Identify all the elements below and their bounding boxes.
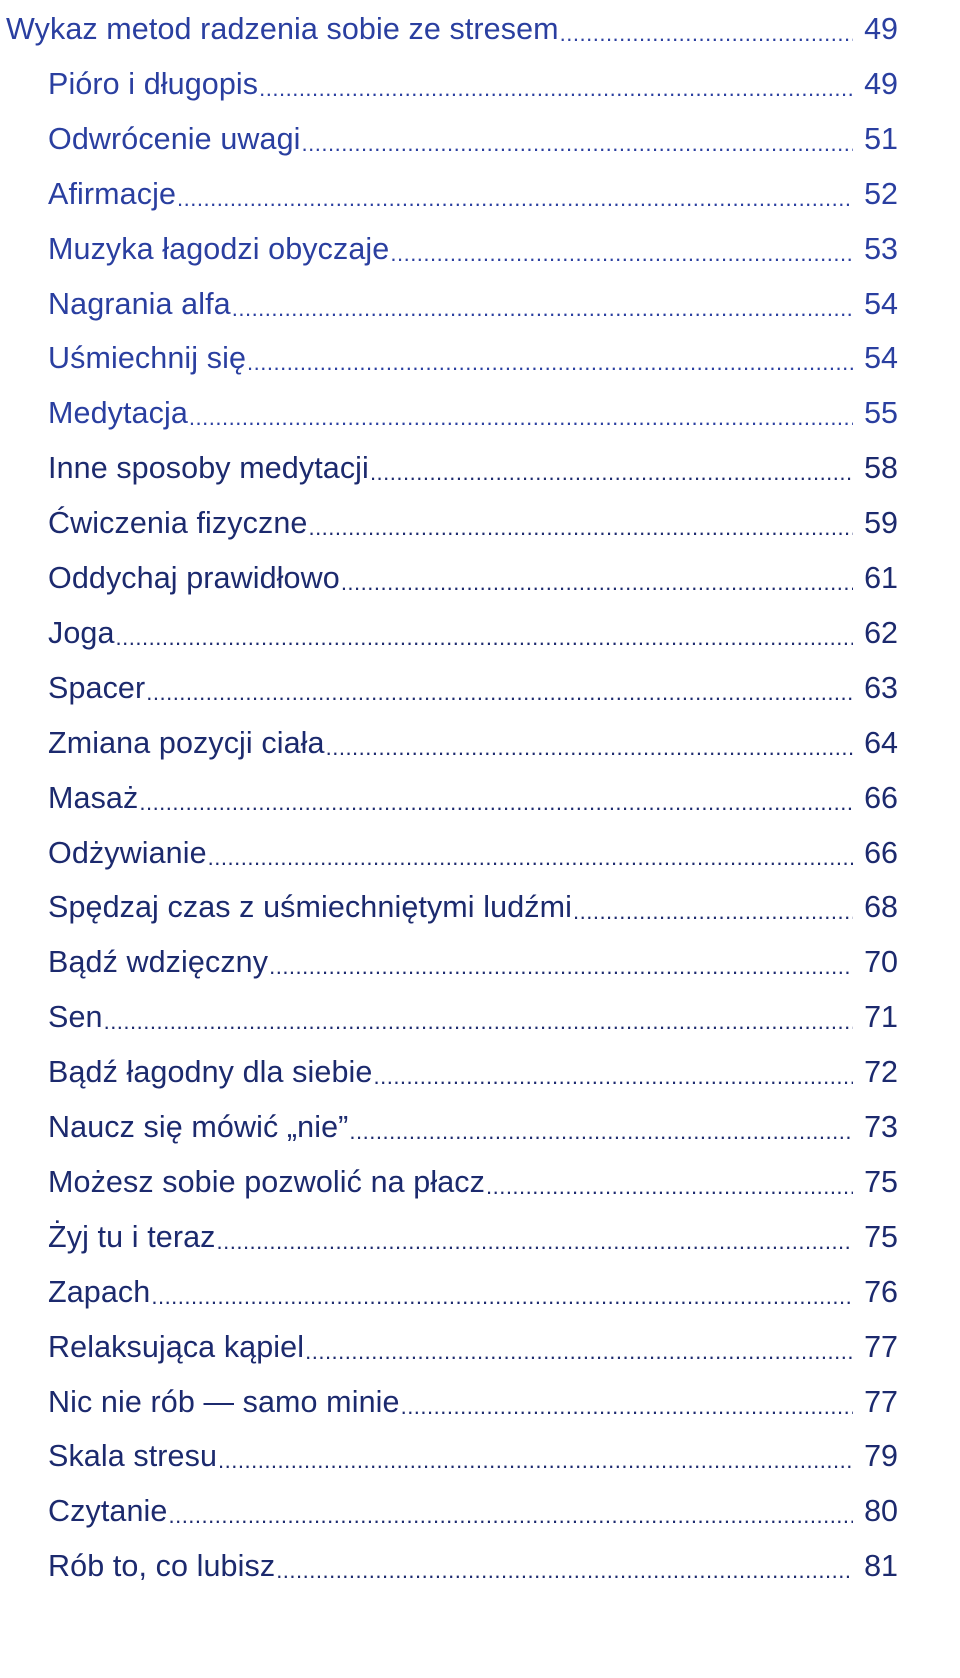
toc-dot-leader — [573, 902, 853, 922]
toc-dot-leader — [276, 1561, 853, 1581]
toc-entry[interactable] — [0, 329, 960, 387]
toc-entry-page-number: 70 — [864, 945, 898, 980]
toc-dot-leader — [189, 408, 853, 428]
toc-entry[interactable] — [0, 55, 960, 113]
toc-entry-page-number: 49 — [864, 66, 898, 101]
toc-dot-leader — [486, 1177, 853, 1197]
toc-entry-page-number: 54 — [864, 286, 898, 321]
toc-entry-label: Masaż — [48, 780, 139, 815]
toc-entry[interactable] — [0, 1263, 960, 1321]
toc-dot-leader — [308, 518, 853, 538]
toc-entry-label: Zapach — [48, 1274, 151, 1309]
toc-entry[interactable] — [0, 769, 960, 827]
toc-entry-label: Nagrania alfa — [48, 286, 231, 321]
toc-entry-label: Zmiana pozycji ciała — [48, 725, 325, 760]
toc-entry-page-number: 68 — [864, 890, 898, 925]
toc-dot-leader — [217, 1232, 854, 1252]
toc-entry-page-number: 80 — [864, 1494, 898, 1529]
toc-entry-page-number: 73 — [864, 1110, 898, 1144]
toc-entry[interactable] — [0, 494, 960, 552]
toc-dot-leader — [560, 24, 853, 44]
toc-dot-leader — [326, 738, 853, 758]
toc-entry-page-number: 79 — [864, 1439, 898, 1474]
toc-entry-page-number: 72 — [864, 1055, 898, 1090]
toc-entry-label: Oddychaj prawidłowo — [48, 561, 340, 595]
toc-dot-leader — [390, 244, 853, 264]
toc-entry[interactable] — [0, 714, 960, 772]
toc-entry[interactable] — [0, 933, 960, 991]
toc-dot-leader — [104, 1012, 853, 1032]
toc-entry-label: Nic nie rób — samo minie — [48, 1384, 400, 1419]
toc-dot-leader — [259, 79, 853, 99]
toc-entry[interactable] — [0, 220, 960, 278]
toc-entry[interactable] — [0, 1098, 960, 1156]
toc-entry[interactable] — [0, 1208, 960, 1266]
toc-dot-leader — [269, 957, 853, 977]
toc-entry-label: Pióro i długopis — [48, 66, 259, 101]
toc-entry-page-number: 55 — [864, 396, 898, 431]
toc-dot-leader — [370, 463, 853, 483]
toc-entry[interactable] — [0, 1153, 960, 1211]
toc-entry-page-number: 81 — [864, 1549, 898, 1584]
toc-entry[interactable] — [0, 1318, 960, 1376]
toc-entry[interactable] — [0, 1373, 960, 1431]
toc-entry-label: Odżywianie — [48, 835, 207, 870]
toc-entry[interactable] — [0, 549, 960, 607]
toc-entry-page-number: 77 — [864, 1384, 898, 1419]
toc-entry-label: Muzyka łagodzi obyczaje — [48, 231, 390, 266]
toc-entry-label: Uśmiechnij się — [48, 341, 247, 376]
toc-entry[interactable] — [0, 0, 960, 58]
toc-entry-label: Bądź wdzięczny — [48, 945, 269, 980]
toc-entry[interactable] — [0, 824, 960, 882]
toc-entry-page-number: 76 — [864, 1274, 898, 1309]
toc-entry-label: Spacer — [48, 670, 146, 705]
toc-entry-page-number: 75 — [864, 1164, 898, 1199]
toc-entry-label: Inne sposoby medytacji — [48, 451, 369, 486]
toc-entry[interactable] — [0, 659, 960, 717]
toc-entry-page-number: 61 — [864, 561, 898, 595]
toc-entry-page-number: 59 — [864, 506, 898, 541]
toc-entry[interactable] — [0, 1043, 960, 1101]
toc-entry-page-number: 63 — [864, 670, 898, 705]
toc-entry-page-number: 51 — [864, 121, 898, 156]
toc-entry-label: Afirmacje — [48, 176, 177, 211]
toc-entry-label: Bądź łagodny dla siebie — [48, 1055, 373, 1090]
toc-dot-leader — [146, 683, 853, 703]
toc-dot-leader — [139, 793, 853, 813]
toc-entry[interactable] — [0, 988, 960, 1046]
toc-dot-leader — [232, 299, 853, 319]
toc-entry-page-number: 49 — [864, 12, 898, 46]
toc-entry-label: Rób to, co lubisz — [48, 1549, 276, 1584]
toc-entry-page-number: 64 — [864, 725, 898, 760]
toc-entry-page-number: 71 — [864, 1000, 898, 1035]
toc-entry-label: Sen — [48, 1000, 103, 1035]
toc-entry-label: Medytacja — [48, 396, 188, 431]
toc-entry-label: Joga — [48, 615, 115, 650]
toc-entry[interactable] — [0, 110, 960, 168]
toc-entry[interactable] — [0, 604, 960, 662]
toc-entry-label: Spędzaj czas z uśmiechniętymi ludźmi — [48, 890, 572, 925]
toc-dot-leader — [373, 1067, 853, 1087]
toc-entry-page-number: 77 — [864, 1329, 898, 1364]
toc-dot-leader — [341, 573, 853, 593]
toc-dot-leader — [151, 1287, 853, 1307]
toc-dot-leader — [208, 848, 853, 868]
toc-entry[interactable] — [0, 878, 960, 936]
toc-entry[interactable] — [0, 1482, 960, 1540]
toc-dot-leader — [168, 1506, 853, 1526]
toc-entry-label: Odwrócenie uwagi — [48, 121, 301, 156]
toc-entry[interactable] — [0, 275, 960, 333]
toc-entry-page-number: 62 — [864, 615, 898, 650]
toc-entry-page-number: 53 — [864, 231, 898, 266]
toc-entry[interactable] — [0, 1537, 960, 1595]
toc-dot-leader — [349, 1122, 853, 1142]
toc-entry-label: Czytanie — [48, 1494, 168, 1529]
toc-entry-page-number: 54 — [864, 341, 898, 376]
toc-entry-page-number: 58 — [864, 451, 898, 486]
toc-dot-leader — [401, 1397, 853, 1417]
toc-dot-leader — [218, 1451, 853, 1471]
toc-entry-page-number: 52 — [864, 176, 898, 211]
toc-dot-leader — [177, 189, 853, 209]
toc-entry-label: Relaksująca kąpiel — [48, 1329, 305, 1364]
toc-entry-page-number: 66 — [864, 835, 898, 870]
toc-entry-page-number: 66 — [864, 780, 898, 815]
toc-entry-label: Wykaz metod radzenia sobie ze stresem — [6, 12, 559, 46]
toc-dot-leader — [302, 134, 853, 154]
toc-dot-leader — [247, 353, 853, 373]
toc-entry-label: Żyj tu i teraz — [48, 1219, 216, 1254]
toc-entry-label: Możesz sobie pozwolić na płacz — [48, 1164, 485, 1199]
toc-entry[interactable] — [0, 384, 960, 442]
toc-entry-label: Ćwiczenia fizyczne — [48, 506, 308, 541]
toc-dot-leader — [305, 1342, 853, 1362]
toc-entry-page-number: 75 — [864, 1219, 898, 1254]
toc-entry-label: Naucz się mówić „nie” — [48, 1110, 349, 1144]
toc-entry[interactable] — [0, 439, 960, 497]
toc-entry[interactable] — [0, 165, 960, 223]
toc-entry[interactable] — [0, 1427, 960, 1485]
toc-dot-leader — [116, 628, 853, 648]
toc-entry-label: Skala stresu — [48, 1439, 218, 1474]
